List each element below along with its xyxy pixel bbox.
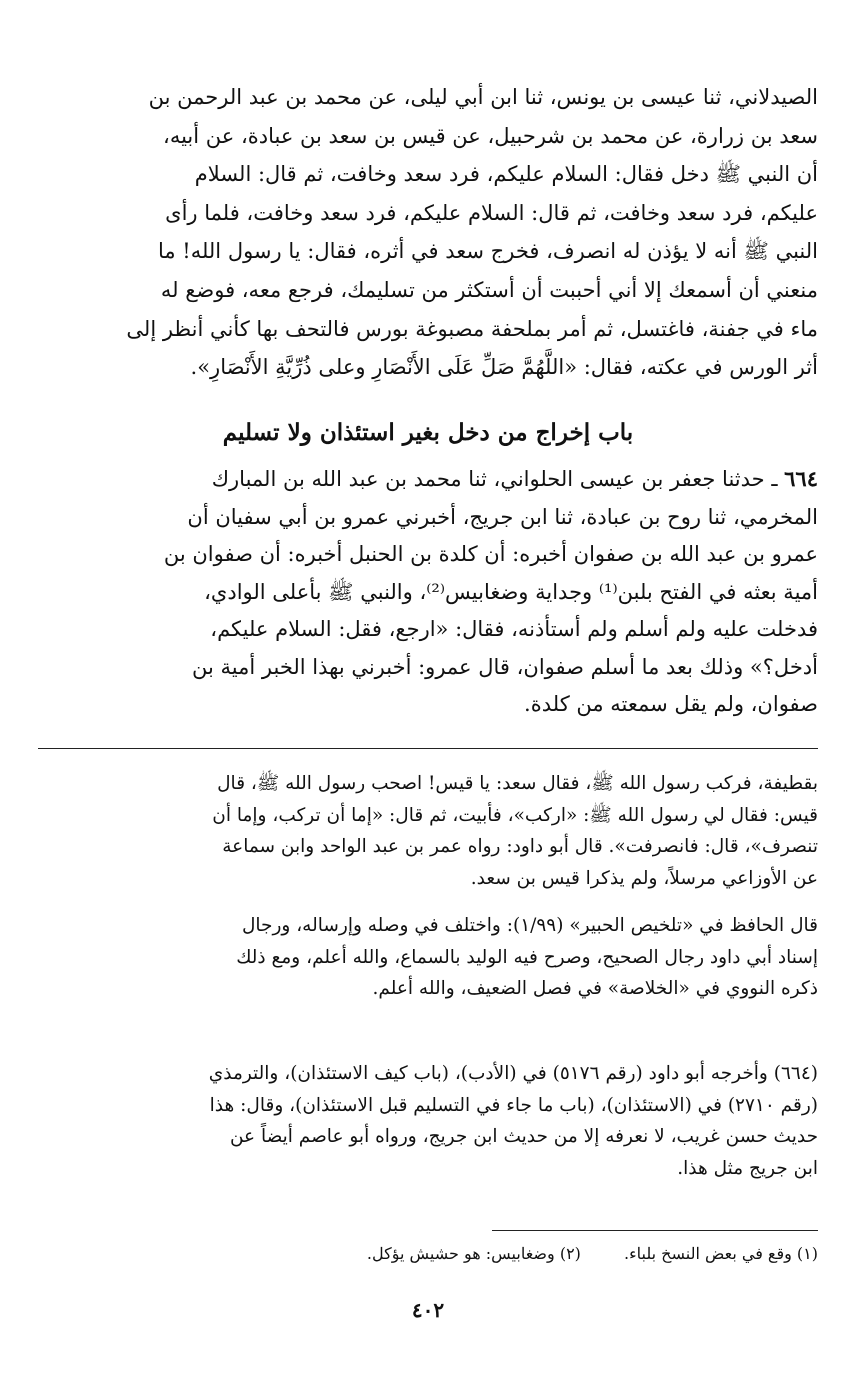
text-line: عليكم، فرد سعد وخافت، ثم قال: السلام عليكم، فرد سعد وخافت، فلما رأى <box>165 200 818 225</box>
main-text <box>38 78 818 387</box>
hadith-text <box>38 460 818 724</box>
text-line: سعد بن زرارة، عن محمد بن شرحبيل، عن قيس بن سعد بن عبادة، عن أبيه، <box>163 123 818 148</box>
page-number: ٤٠٢ <box>411 1298 445 1322</box>
commentary-line: ذكره النووي في «الخلاصة» في فصل الضعيف، والله أعلم. <box>372 978 818 999</box>
commentary-block <box>38 768 818 894</box>
text-line-content: ـ حدثنا جعفر بن عيسى الحلواني، ثنا محمد بن عبد الله بن المبارك <box>211 467 778 491</box>
text-line: النبي ﷺ أنه لا يؤذن له انصرف، فخرج سعد في أثره، فقال: يا رسول الله! ما <box>157 239 818 264</box>
text-line: أمية بعثه في الفتح بلبن⁽¹⁾ وجداية وضغابيس⁽²⁾، والنبي ﷺ بأعلى الوادي، <box>204 579 818 604</box>
takhrij-block <box>38 1058 818 1184</box>
text-line: صفوان، ولم يقل سمعته من كلدة. <box>524 692 818 716</box>
hadith-number: ٦٦٤ <box>784 466 818 491</box>
commentary-line: قال الحافظ في «تلخيص الحبير» (١/٩٩): واختلف في وصله وإرساله، ورجال <box>241 915 818 936</box>
text-line: منعني أن أسمعك إلا أني أحببت أن أستكثر من تسليمك، فرجع معه، فوضع له <box>160 277 818 302</box>
text-line: الصيدلاني، ثنا عيسى بن يونس، ثنا ابن أبي ليلى، عن محمد بن عبد الرحمن بن <box>148 85 818 109</box>
text-line: فدخلت عليه ولم أسلم ولم أستأذنه، فقال: «ارجع، فقل: السلام عليكم، <box>210 617 818 641</box>
footnote-1: (١) وقع في بعض النسخ بلباء. <box>624 1244 818 1263</box>
notes-divider <box>492 1230 818 1231</box>
text-line: المخرمي، ثنا روح بن عبادة، ثنا ابن جريج، أخبرني عمرو بن أبي سفيان أن <box>187 504 818 529</box>
commentary-line: (رقم ٢٧١٠) في (الاستئذان)، (باب ما جاء في التسليم قبل الاستئذان)، وقال: هذا <box>209 1094 818 1116</box>
footnote-divider <box>38 748 818 749</box>
commentary-block <box>38 910 818 1005</box>
text-line: أثر الورس في عكته، فقال: «اللَّهُمَّ صَلِّ عَلَى الأَنْصَارِ وعلى ذُرِّيَّةِ الأَنْصَارِ». <box>190 355 818 380</box>
text-line <box>38 460 818 499</box>
chapter-heading: باب إخراج من دخل بغير استئذان ولا تسليم <box>222 419 634 446</box>
text-line: ماء في جفنة، فاغتسل، ثم أمر بملحفة مصبوغة بورس فالتحف بها كأني أنظر إلى <box>126 316 818 341</box>
footnotes <box>38 1242 818 1266</box>
text-line: أدخل؟» وذلك بعد ما أسلم صفوان، قال عمرو: أخبرني بهذا الخبر أمية بن <box>192 654 818 679</box>
commentary-line: (٦٦٤) وأخرجه أبو داود (رقم ٥١٧٦) في (الأدب)، (باب كيف الاستئذان)، والترمذي <box>208 1063 818 1084</box>
commentary-line: حديث حسن غريب، لا نعرفه إلا من حديث ابن جريج، ورواه أبو عاصم أيضاً عن <box>229 1126 818 1147</box>
commentary-line: ابن جريج مثل هذا. <box>677 1157 818 1179</box>
commentary-line: قيس: فقال لي رسول الله ﷺ: «اركب»، فأبيت، ثم قال: «إما أن تركب، وإما أن <box>212 804 818 826</box>
text-line: عمرو بن عبد الله بن صفوان أخبره: أن كلدة بن الحنبل أخبره: أن صفوان بن <box>163 542 818 566</box>
footnote-2: (٢) وضغابيس: هو حشيش يؤكل. <box>366 1244 581 1263</box>
commentary-line: تنصرف»، قال: فانصرفت». قال أبو داود: رواه عمر بن عبد الواحد وابن سماعة <box>222 836 818 857</box>
text-line: أن النبي ﷺ دخل فقال: السلام عليكم، فرد سعد وخافت، ثم قال: السلام <box>194 162 818 187</box>
commentary-line: إسناد أبي داود رجال الصحيح، وصرح فيه الوليد بالسماع، والله أعلم، ومع ذلك <box>236 946 818 968</box>
commentary-line: عن الأوزاعي مرسلاً، ولم يذكرا قيس بن سعد. <box>470 867 818 889</box>
commentary-line: بقطيفة، فركب رسول الله ﷺ، فقال سعد: يا قيس! اصحب رسول الله ﷺ، قال <box>217 773 818 794</box>
